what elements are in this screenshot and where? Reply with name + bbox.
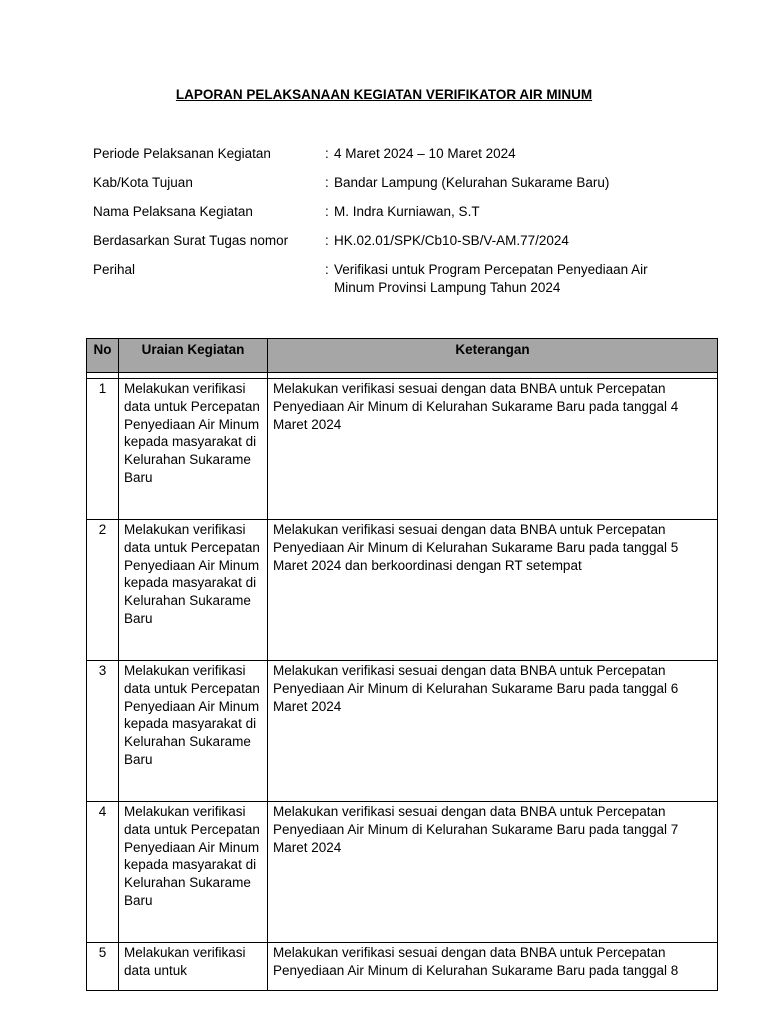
meta-row-kota bbox=[93, 174, 733, 192]
report-metadata bbox=[93, 145, 733, 308]
meta-label: Nama Pelaksana Kegiatan bbox=[93, 204, 253, 219]
meta-label: Perihal bbox=[93, 262, 136, 277]
document-title: LAPORAN PELAKSANAAN KEGIATAN VERIFIKATOR AIR MINUM bbox=[175, 87, 593, 102]
meta-label: Periode Pelaksanan Kegiatan bbox=[93, 146, 271, 161]
meta-row-periode bbox=[93, 145, 733, 163]
meta-label: Kab/Kota Tujuan bbox=[93, 175, 193, 190]
activities-table bbox=[86, 338, 718, 991]
meta-value: Bandar Lampung (Kelurahan Sukarame Baru) bbox=[334, 175, 610, 190]
row-number: 3 bbox=[87, 661, 119, 802]
row-uraian: Melakukan verifikasi data untuk Percepatan Penyediaan Air Minum kepada masyarakat di Kelurahan Sukarame Baru bbox=[119, 379, 268, 520]
meta-row-surat-tugas bbox=[93, 232, 733, 250]
table-row bbox=[87, 943, 718, 991]
meta-value: Verifikasi untuk Program Percepatan Penyediaan Air Minum Provinsi Lampung Tahun 2024 bbox=[334, 262, 648, 295]
row-number: 5 bbox=[87, 943, 119, 991]
meta-row-pelaksana bbox=[93, 203, 733, 221]
row-uraian: Melakukan verifikasi data untuk bbox=[119, 943, 268, 991]
row-keterangan: Melakukan verifikasi sesuai dengan data BNBA untuk Percepatan Penyediaan Air Minum di Kelurahan Sukarame Baru pada tanggal 7 Maret 2024 bbox=[268, 802, 718, 943]
row-number: 2 bbox=[87, 520, 119, 661]
table-row bbox=[87, 520, 718, 661]
table-header-row bbox=[87, 339, 718, 373]
meta-colon: : bbox=[325, 146, 329, 161]
meta-value: HK.02.01/SPK/Cb10-SB/V-AM.77/2024 bbox=[334, 233, 569, 248]
meta-row-perihal bbox=[93, 261, 733, 297]
row-uraian: Melakukan verifikasi data untuk Percepatan Penyediaan Air Minum kepada masyarakat di Kelurahan Sukarame Baru bbox=[119, 520, 268, 661]
header-no: No bbox=[87, 339, 119, 373]
row-keterangan: Melakukan verifikasi sesuai dengan data BNBA untuk Percepatan Penyediaan Air Minum di Kelurahan Sukarame Baru pada tanggal 5 Maret 2024 dan berkoordinasi dengan RT setempat bbox=[268, 520, 718, 661]
row-keterangan: Melakukan verifikasi sesuai dengan data BNBA untuk Percepatan Penyediaan Air Minum di Kelurahan Sukarame Baru pada tanggal 6 Maret 2024 bbox=[268, 661, 718, 802]
meta-colon: : bbox=[325, 262, 329, 277]
meta-label: Berdasarkan Surat Tugas nomor bbox=[93, 233, 289, 248]
table-row bbox=[87, 661, 718, 802]
row-keterangan: Melakukan verifikasi sesuai dengan data BNBA untuk Percepatan Penyediaan Air Minum di Kelurahan Sukarame Baru pada tanggal 8 bbox=[268, 943, 718, 991]
meta-value: 4 Maret 2024 – 10 Maret 2024 bbox=[334, 146, 516, 161]
row-keterangan: Melakukan verifikasi sesuai dengan data BNBA untuk Percepatan Penyediaan Air Minum di Kelurahan Sukarame Baru pada tanggal 4 Maret 2024 bbox=[268, 379, 718, 520]
meta-colon: : bbox=[325, 204, 329, 219]
row-uraian: Melakukan verifikasi data untuk Percepatan Penyediaan Air Minum kepada masyarakat di Kelurahan Sukarame Baru bbox=[119, 661, 268, 802]
meta-value: M. Indra Kurniawan, S.T bbox=[334, 204, 480, 219]
header-uraian: Uraian Kegiatan bbox=[119, 339, 268, 373]
meta-colon: : bbox=[325, 233, 329, 248]
table-row bbox=[87, 802, 718, 943]
table-row bbox=[87, 379, 718, 520]
row-uraian: Melakukan verifikasi data untuk Percepatan Penyediaan Air Minum kepada masyarakat di Kelurahan Sukarame Baru bbox=[119, 802, 268, 943]
meta-colon: : bbox=[325, 175, 329, 190]
row-number: 4 bbox=[87, 802, 119, 943]
header-keterangan: Keterangan bbox=[268, 339, 718, 373]
row-number: 1 bbox=[87, 379, 119, 520]
